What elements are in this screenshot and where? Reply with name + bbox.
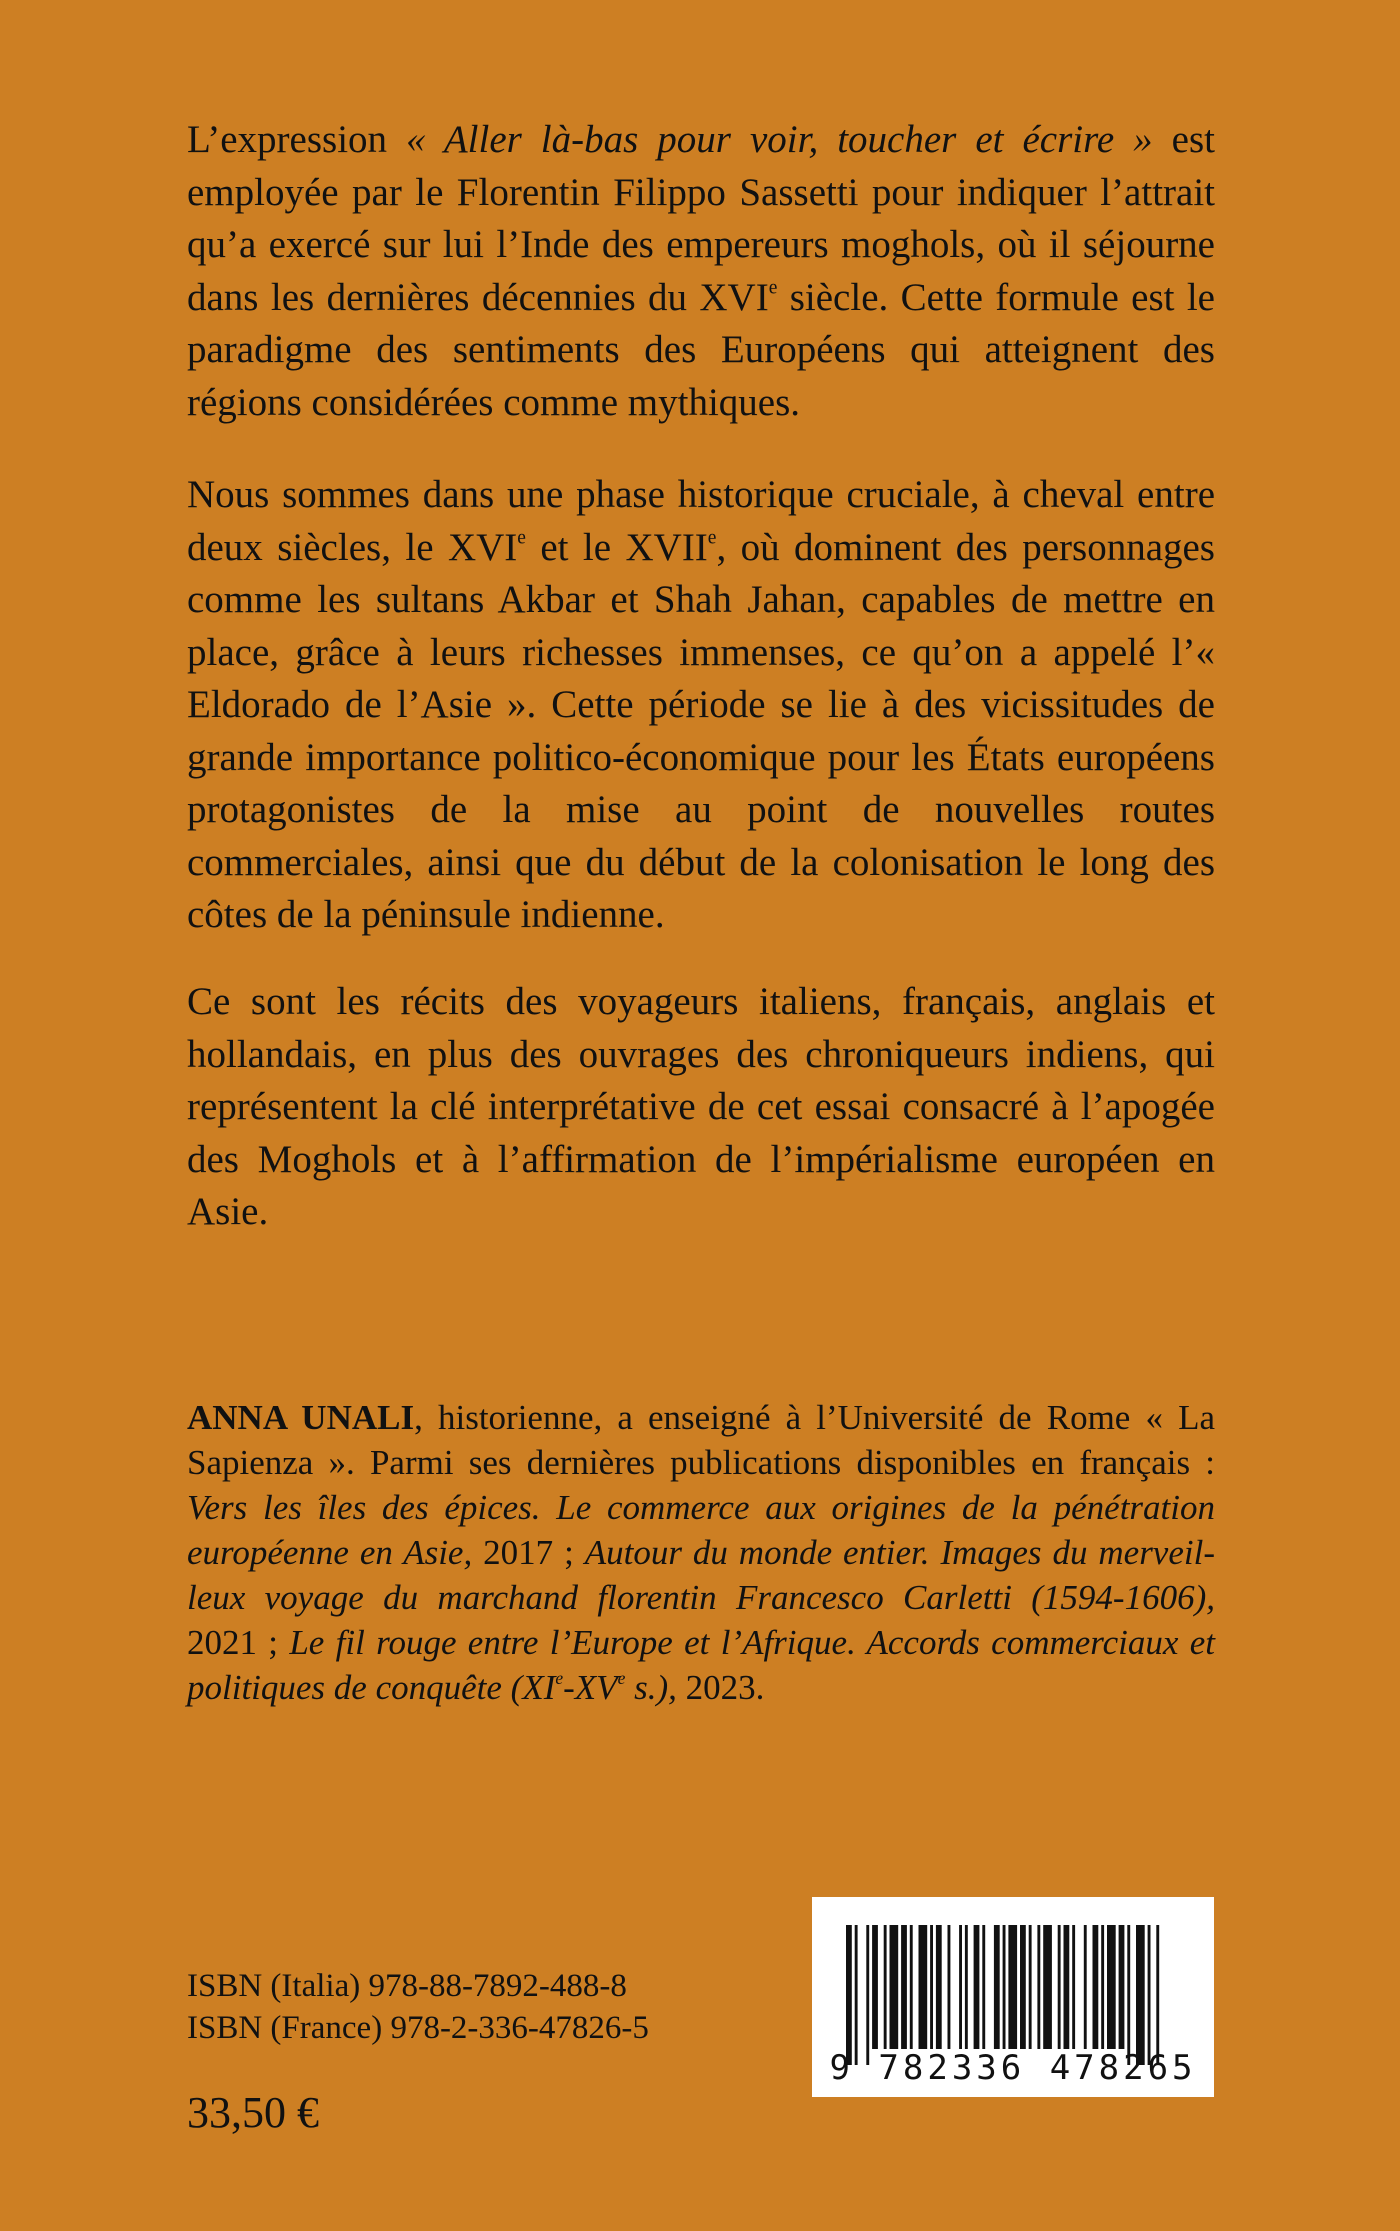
blurb-p2-start: Nous sommes dans une phase historique cruciale, à cheval entre deux siècles, le XVI	[187, 473, 1215, 569]
bio-text-4: 2023.	[676, 1668, 765, 1707]
barcode-digits: 9 782336 478265	[829, 2048, 1197, 2088]
barcode	[812, 1897, 1214, 2097]
blurb-paragraph-1	[187, 114, 1215, 429]
barcode-bar	[982, 1925, 985, 2049]
blurb-p2-end: , où dominent des personnages comme les sultans Akbar et Shah Jahan, capables de mettre en place, grâce à leurs richesses immenses, ce qu’on a appelé l’« Eldorado de l’Asie ». Cette période se lie à des vicissitudes de grande importance politico-économique pour les États européens protagonistes de la mise au point de nouvelles routes commerciales, ainsi que du début de la colonisation le long des côtes de la péninsule indienne.	[187, 525, 1215, 936]
bio-text-2: 2017 ;	[472, 1533, 585, 1572]
barcode-bar	[872, 1925, 878, 2049]
barcode-bar	[1127, 1925, 1130, 2065]
blurb-paragraph-2	[187, 469, 1215, 942]
barcode-bar	[855, 1925, 858, 2065]
century-superscript: e	[617, 1668, 626, 1689]
century-superscript: e	[768, 276, 778, 298]
century-superscript: e	[517, 526, 526, 548]
barcode-bar	[1003, 1925, 1006, 2049]
isbn-france: ISBN (France) 978-2-336-47826-5	[187, 2010, 649, 2046]
barcode-bar	[994, 1925, 1000, 2049]
barcode-bar	[1037, 1925, 1040, 2049]
bio-text-3: 2021 ;	[187, 1623, 290, 1662]
barcode-bar	[959, 1925, 962, 2049]
barcode-bar	[919, 1925, 928, 2049]
barcode-bar	[910, 1925, 913, 2049]
barcode-bar	[1136, 1925, 1145, 2065]
barcode-bar	[1020, 1925, 1026, 2049]
author-name: ANNA UNALI	[187, 1398, 415, 1437]
isbn-block	[187, 1965, 649, 2049]
barcode-bar	[866, 1925, 869, 2065]
barcode-bar	[1008, 1925, 1017, 2049]
blurb-p1-end: siècle. Cette formule est le paradigme des sentiments des Européens qui atteignent des régions considérées comme mythiques.	[187, 275, 1215, 424]
barcode-bar	[901, 1925, 907, 2049]
century-superscript: e	[555, 1668, 564, 1689]
publication-title-1: Vers les îles des épices. Le commerce aux origines de la pénétration européenne en Asie,	[187, 1488, 1215, 1572]
barcode-bar	[1064, 1925, 1070, 2049]
barcode-bar	[936, 1925, 942, 2049]
publication-title-2: Autour du monde entier. Images du merveilleux voyage du marchand florentin Francesco Carletti (1594-1606),	[187, 1533, 1215, 1617]
price: 33,50 €	[187, 2088, 319, 2137]
publication-title-3-part-a: Le fil rouge entre l’Europe et l’Afrique. Accords commerciaux et politiques de conquête (XI	[187, 1623, 1215, 1707]
publication-title-3-part-b: -XV	[563, 1668, 618, 1707]
barcode-bar	[1156, 1925, 1159, 2065]
barcode-bar	[1101, 1925, 1104, 2049]
isbn-italia: ISBN (Italia) 978-88-7892-488-8	[187, 1968, 627, 2004]
barcode-bar	[1058, 1925, 1061, 2049]
barcode-bar	[1107, 1925, 1116, 2049]
barcode-bar	[1119, 1925, 1125, 2049]
barcode-bar	[1029, 1925, 1032, 2049]
barcode-bar	[846, 1925, 852, 2065]
barcode-bar	[1148, 1925, 1151, 2065]
century-superscript: e	[707, 526, 717, 548]
bio-text-1: , historienne, a enseigné à l’Université de Rome « La Sapienza ». Parmi ses dernières publications disponibles en français :	[187, 1398, 1215, 1482]
barcode-bar	[948, 1925, 951, 2049]
barcode-bar	[1043, 1925, 1052, 2049]
publication-title-3-part-c: s.),	[625, 1668, 677, 1707]
blurb-p1-quote: « Aller là-bas pour voir, toucher et écrire »	[406, 118, 1153, 161]
blurb-p1-start: L’expression	[187, 118, 407, 161]
barcode-bar	[1093, 1925, 1099, 2049]
blurb-p1-middle: est employée par le Florentin Filippo Sassetti pour indiquer l’attrait qu’a exercé sur lui l’Inde des empereurs moghols, où il séjourne dans les dernières décennies du XVI	[187, 118, 1216, 319]
blurb-p2-middle: et le XVII	[525, 525, 708, 569]
barcode-bar	[1072, 1925, 1075, 2049]
barcode-bar	[884, 1925, 887, 2049]
barcode-bar	[890, 1925, 899, 2049]
author-bio	[187, 1395, 1215, 1710]
barcode-bar	[930, 1925, 933, 2049]
barcode-bar	[965, 1925, 968, 2049]
barcode-bar	[974, 1925, 980, 2049]
blurb-paragraph-3: Ce sont les récits des voyageurs italiens, français, anglais et hollandais, en plus des ouvrages des chroniqueurs indiens, qui représentent la clé interprétative de cet essai consacré à l’apogée des Moghols et à l’affirmation de l’impérialisme européen en Asie.	[187, 980, 1215, 1233]
barcode-bar	[1084, 1925, 1087, 2049]
